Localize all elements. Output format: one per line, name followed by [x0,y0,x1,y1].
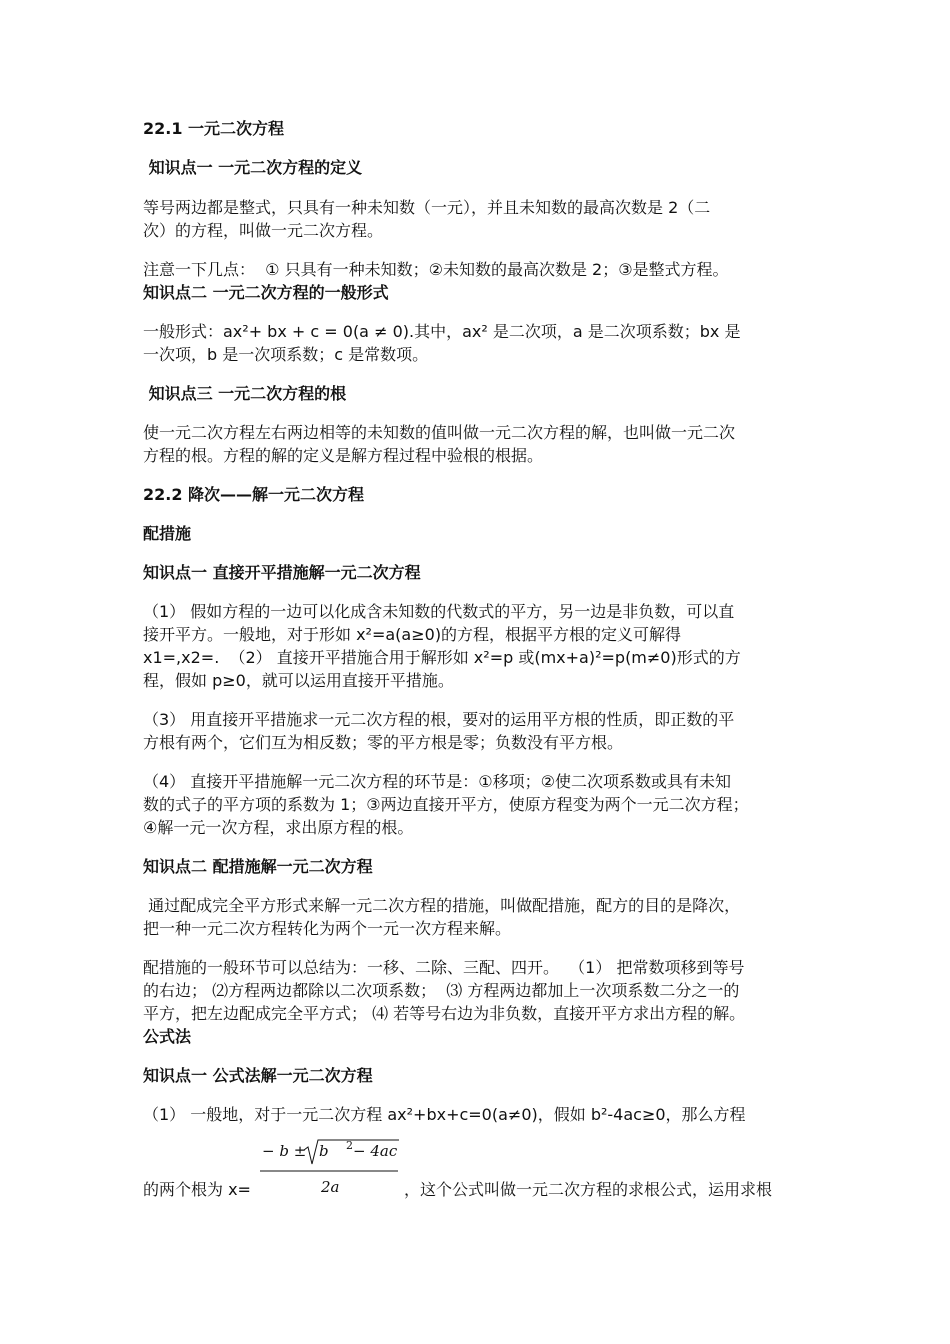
formula-denominator: 2a [321,1178,340,1196]
paragraph-line: ④解一元一次方程，求出原方程的根。 [143,818,414,837]
paragraph-line: x1=,x2=. （2） 直接开平措施合用于解形如 x²=p 或(mx+a)²=p(m≠0)形式的方 [143,648,741,667]
paragraph-line: 配措施的一般环节可以总结为：一移、二除、三配、四开。 （1） 把常数项移到等号 [143,958,745,977]
heading-22-1: 22.1 一元二次方程 [143,119,285,138]
paragraph-line: ，这个公式叫做一元二次方程的求根公式，运用求根 [404,1180,773,1199]
subheading-peicuo: 配措施 [143,524,192,543]
formula-minus-4ac: − 4ac [353,1142,398,1160]
paragraph-line: 平方，把左边配成完全平方式； ⑷ 若等号右边为非负数，直接开平方求出方程的解。 [143,1004,746,1023]
paragraph-line: 使一元二次方程左右两边相等的未知数的值叫做一元二次方程的解，也叫做一元二次 [143,423,736,442]
paragraph-line: 把一种一元二次方程转化为两个一元一次方程来解。 [143,919,512,938]
paragraph-line: （3） 用直接开平措施求一元二次方程的根，要对的运用平方根的性质，即正数的平 [143,710,735,729]
section-title-roots: 知识点三 一元二次方程的根 [143,384,347,403]
section-title-direct-root: 知识点一 直接开平措施解一元二次方程 [143,563,421,582]
section-title-general-form: 知识点二 一元二次方程的一般形式 [143,283,389,302]
section-title-completing-square: 知识点二 配措施解一元二次方程 [143,857,373,876]
formula-numerator-left: − b ± [262,1142,307,1160]
paragraph-line: （1） 一般地，对于一元二次方程 ax²+bx+c=0(a≠0)，假如 b²-4ac≥0，那么方程 [143,1105,746,1124]
section-title-definition: 知识点一 一元二次方程的定义 [143,158,363,177]
paragraph-line: 一次项，b 是一次项系数；c 是常数项。 [143,345,429,364]
quadratic-formula-graphic [258,1136,400,1200]
paragraph-line: 方根有两个，它们互为相反数；零的平方根是零；负数没有平方根。 [143,733,624,752]
subheading-formula-method: 公式法 [143,1027,192,1046]
paragraph-line: 等号两边都是整式，只具有一种未知数（一元），并且未知数的最高次数是 2（二 [143,198,711,217]
quadratic-formula [258,1136,400,1200]
paragraph-line: 接开平方。一般地，对于形如 x²=a(a≥0)的方程，根据平方根的定义可解得 [143,625,682,644]
section-title-formula: 知识点一 公式法解一元二次方程 [143,1066,373,1085]
paragraph-line: 次）的方程，叫做一元二次方程。 [143,221,384,240]
heading-22-2: 22.2 降次——解一元二次方程 [143,485,365,504]
paragraph-line: 的右边； ⑵方程两边都除以二次项系数； ⑶ 方程两边都加上一次项系数二分之一的 [143,981,740,1000]
paragraph-line: 方程的根。方程的解的定义是解方程过程中验根的根据。 [143,446,544,465]
formula-exponent: 2 [346,1139,353,1152]
paragraph-line: 数的式子的平方项的系数为 1；③两边直接开平方，使原方程变为两个一元二次方程； [143,795,749,814]
note-line: 注意一下几点： ① 只具有一种未知数；②未知数的最高次数是 2；③是整式方程。 [143,260,729,279]
paragraph-line: 的两个根为 x= [143,1180,251,1199]
paragraph-line: （4） 直接开平措施解一元二次方程的环节是：①移项；②使二次项系数或具有未知 [143,772,731,791]
paragraph-line: （1） 假如方程的一边可以化成含未知数的代数式的平方，另一边是非负数，可以直 [143,602,735,621]
paragraph-line: 程，假如 p≥0，就可以运用直接开平措施。 [143,671,454,690]
paragraph-line: 一般形式：ax²+ bx + c = 0(a ≠ 0).其中，ax² 是二次项，a 是二次项系数；bx 是 [143,322,741,341]
paragraph-line: 通过配成完全平方形式来解一元二次方程的措施，叫做配措施，配方的目的是降次， [143,896,741,915]
formula-radicand-b: b [319,1142,329,1160]
